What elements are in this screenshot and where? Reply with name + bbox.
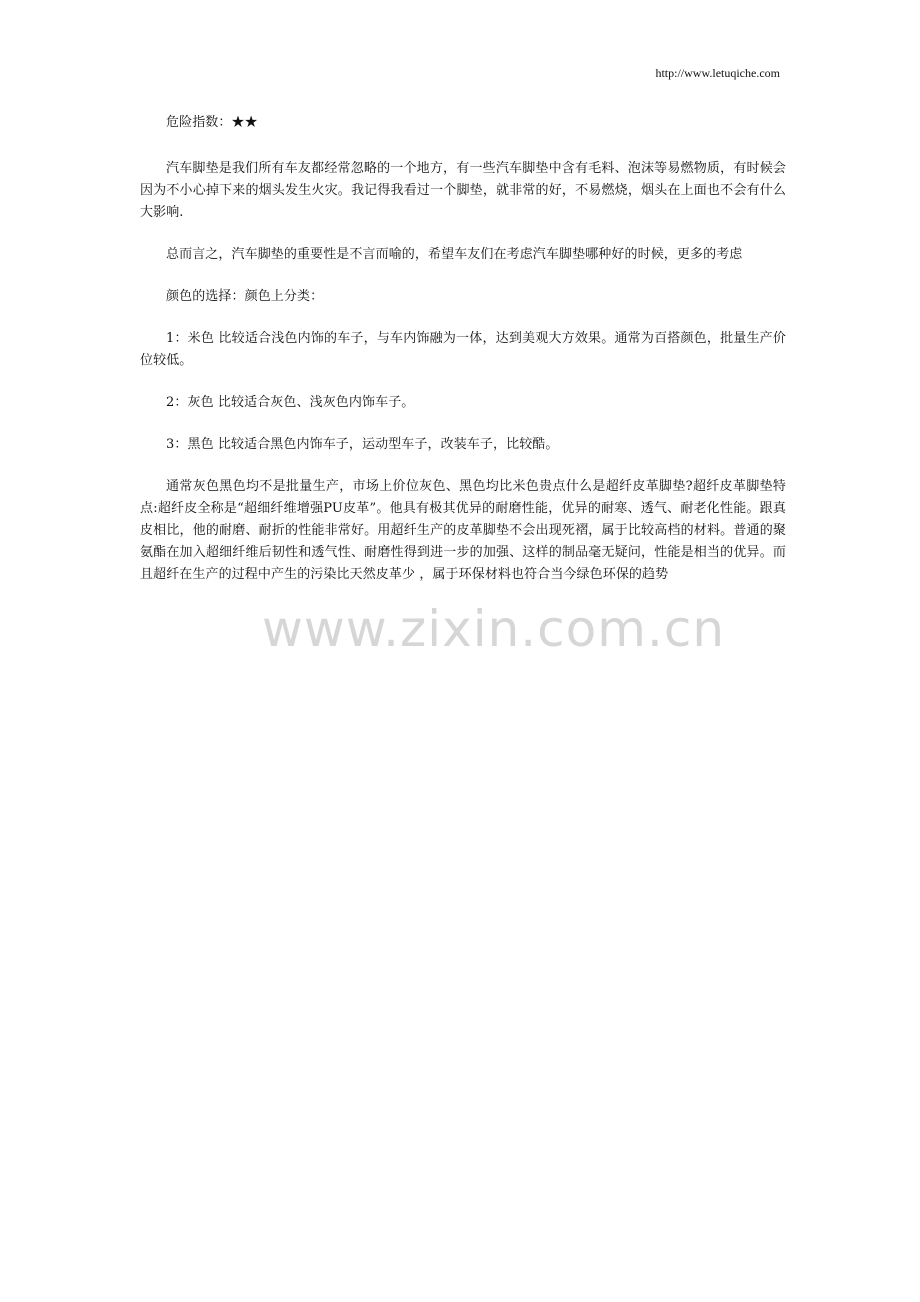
watermark: www.zixin.com.cn bbox=[262, 600, 726, 658]
danger-index-paragraph: 危险指数：★★ bbox=[166, 115, 258, 130]
color-item-gray: 2：灰色 比较适合灰色、浅灰色内饰车子。 bbox=[166, 395, 415, 410]
color-item-black: 3：黑色 比较适合黑色内饰车子，运动型车子，改装车子，比较酷。 bbox=[166, 437, 559, 452]
color-heading-paragraph: 颜色的选择：颜色上分类： bbox=[166, 289, 324, 304]
microfiber-paragraph: 通常灰色黑色均不是批量生产，市场上价位灰色、黑色均比米色贵点什么是超纤皮革脚垫?超纤皮革脚垫特点:超纤皮全称是“超细纤维增强PU皮革”。他具有极其优异的耐磨性能，优异的耐寒、透气、耐老化性能。跟真皮相比，他的耐磨、耐折的性能非常好。用超纤生产的皮革脚垫不会出现死褶，属于比较高档的材料。普通的聚氨酯在加入超细纤维后韧性和透气性、耐磨性得到进一步的加强、这样的制品毫无疑问，性能是相当的优异。而且超纤在生产的过程中产生的污染比天然皮革少 ，属于环保材料也符合当今绿色环保的趋势 bbox=[140, 479, 786, 582]
summary-paragraph: 总而言之，汽车脚垫的重要性是不言而喻的，希望车友们在考虑汽车脚垫哪种好的时候，更多的考虑 bbox=[166, 247, 743, 262]
color-item-beige: 1：米色 比较适合浅色内饰的车子，与车内饰融为一体，达到美观大方效果。通常为百搭颜色，批量生产价位较低。 bbox=[140, 331, 786, 368]
header-url: http://www.letuqiche.com bbox=[655, 66, 780, 80]
intro-paragraph: 汽车脚垫是我们所有车友都经常忽略的一个地方，有一些汽车脚垫中含有毛料、泡沫等易燃物质，有时候会因为不小心掉下来的烟头发生火灾。我记得我看过一个脚垫，就非常的好，不易燃烧，烟头在上面也不会有什么大影响. bbox=[140, 161, 786, 220]
document-body bbox=[140, 112, 786, 606]
